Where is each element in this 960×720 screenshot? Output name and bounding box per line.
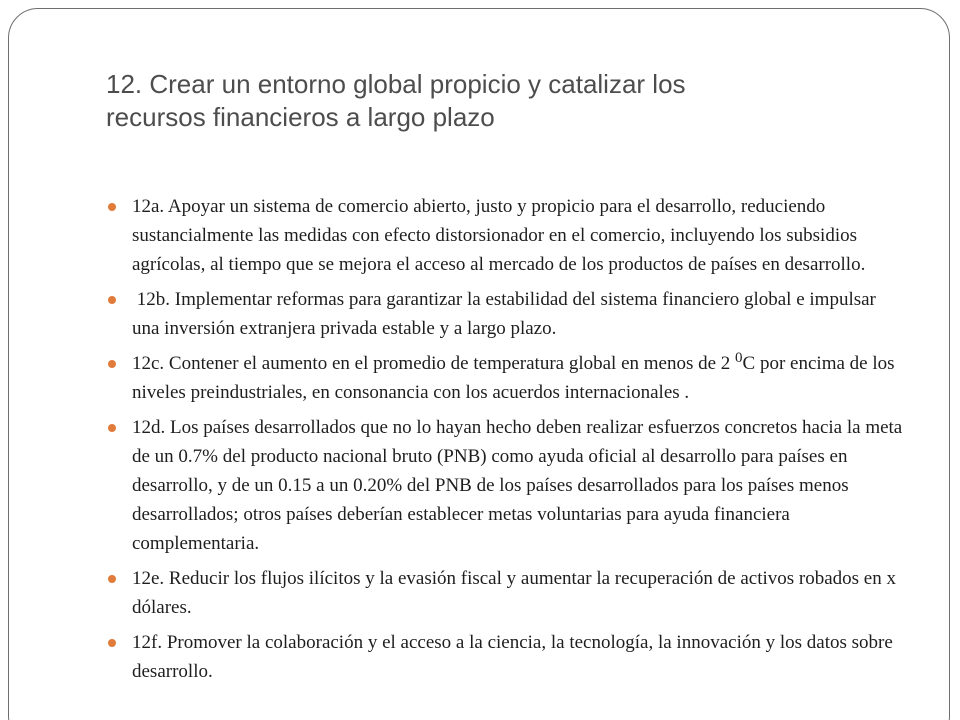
bullet-item-12a [106,192,906,279]
bullet-item-12f [106,628,906,686]
bullet-text: 12d. Los países desarrollados que no lo hayan hecho deben realizar esfuerzos concretos hacia la meta de un 0.7% del producto nacional bruto (PNB) como ayuda oficial al desarrollo para países en desarrollo, y de un 0.15 a un 0.20% del PNB de los países desarrollados para los países menos desarrollados; otros países deberían establecer metas voluntarias para ayuda financiera complementaria. [132,417,903,554]
bullet-icon [108,424,116,432]
bullet-icon [108,296,116,304]
bullet-item-12c [106,349,906,407]
bullet-text: 12b. Implementar reformas para garantizar la estabilidad del sistema financiero global e impulsar una inversión extranjera privada estable y a largo plazo. [132,289,881,339]
title-line-2: recursos financieros a largo plazo [106,102,495,132]
bullet-list [106,192,906,692]
bullet-icon [108,360,116,368]
bullet-item-12b [106,285,906,343]
bullet-item-12e [106,564,906,622]
bullet-icon [108,575,116,583]
degree-superscript: 0 [735,350,743,366]
bullet-text: 12e. Reducir los flujos ilícitos y la evasión fiscal y aumentar la recuperación de activos robados en x dólares. [132,568,896,618]
bullet-icon [108,203,116,211]
bullet-text: 12a. Apoyar un sistema de comercio abierto, justo y propicio para el desarrollo, reduciendo sustancialmente las medidas con efecto distorsionador en el comercio, incluyendo los subsidios agrícolas, al tiempo que se mejora el acceso al mercado de los productos de países en desarrollo. [132,196,866,275]
bullet-text-after: C por encima de los niveles preindustriales, en consonancia con los acuerdos internacionales . [132,353,895,403]
bullet-item-12d [106,413,906,558]
slide-title [106,68,886,134]
bullet-icon [108,639,116,647]
bullet-text: 12f. Promover la colaboración y el acceso a la ciencia, la tecnología, la innovación y los datos sobre desarrollo. [132,632,893,682]
bullet-text-before: 12c. Contener el aumento en el promedio de temperatura global en menos de 2 [132,353,736,374]
title-line-1: 12. Crear un entorno global propicio y catalizar los [106,69,686,99]
